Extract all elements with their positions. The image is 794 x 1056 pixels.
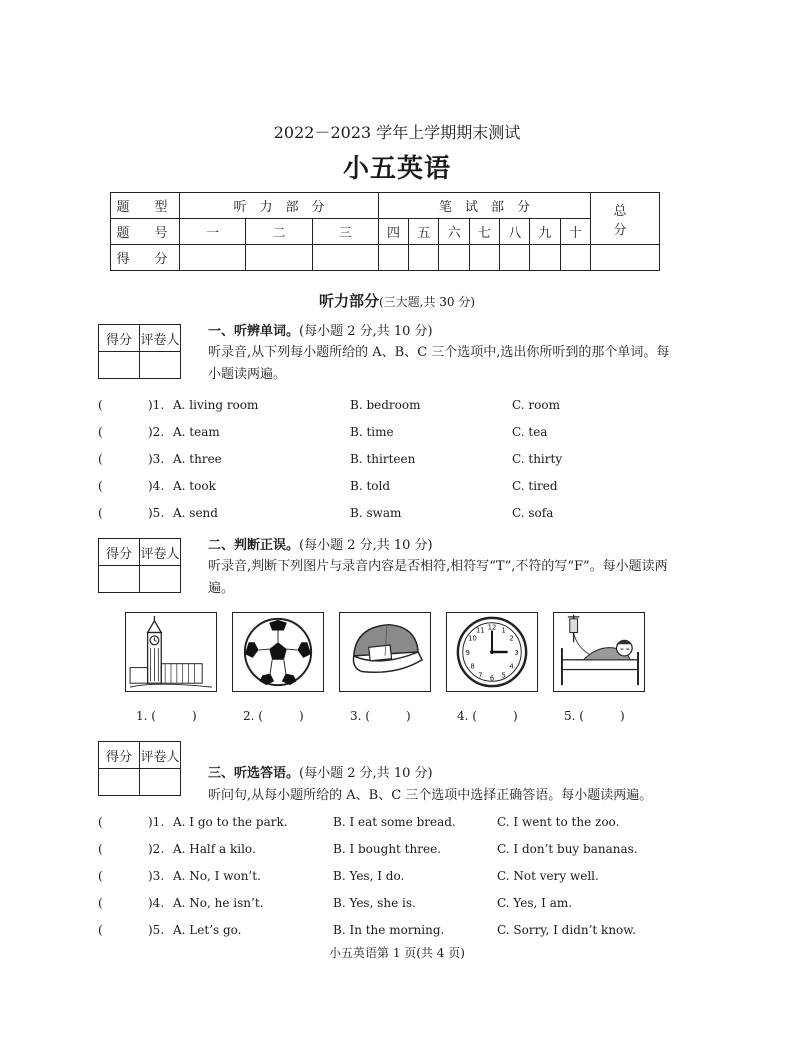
writing-header: 笔 试 部 分 — [378, 193, 590, 219]
item-number: )2. — [148, 425, 165, 439]
row-label: 题 型 — [111, 193, 180, 219]
big-ben-image — [125, 612, 217, 692]
answer-paren[interactable]: ( — [98, 506, 103, 520]
q1-instruction: 听录音,从下列每小题所给的 A、B、C 三个选项中,选出你所听到的那个单词。每小题读两遍。 — [208, 345, 670, 382]
option-a: A. I go to the park. — [173, 815, 288, 829]
question-number: 五 — [409, 219, 439, 245]
question-number: 八 — [500, 219, 530, 245]
grader-box — [98, 538, 181, 593]
section-heading — [0, 290, 794, 311]
option-c: C. Sorry, I didn’t know. — [497, 923, 636, 937]
svg-text:12: 12 — [487, 623, 497, 632]
grader-name-cell[interactable] — [140, 566, 181, 593]
question-number: 九 — [530, 219, 560, 245]
q2-instruction: 听录音,判断下列图片与录音内容是否相符,相符写“T”,不符的写“F”。每小题读两遍。 — [208, 559, 668, 596]
question-number: 六 — [439, 219, 469, 245]
grader-name-label: 评卷人 — [140, 742, 181, 769]
option-a: A. No, I won’t. — [173, 869, 261, 883]
section-title: 听力部分 — [318, 292, 379, 310]
question-number: 一 — [180, 219, 246, 245]
option-c: C. I went to the zoo. — [497, 815, 620, 829]
svg-text:5: 5 — [501, 671, 506, 680]
svg-text:9: 9 — [465, 648, 470, 657]
question-number: 十 — [560, 219, 590, 245]
picture-answer-5[interactable]: 5. ( ) — [564, 709, 625, 723]
option-b: B. thirteen — [350, 452, 416, 466]
item-number: )4. — [148, 896, 165, 910]
question-number: 三 — [312, 219, 378, 245]
exam-year-line: 2022－2023 学年上学期期末测试 — [273, 123, 521, 142]
item-number: )1. — [148, 398, 165, 412]
score-cell[interactable] — [312, 245, 378, 271]
total-score-cell[interactable] — [591, 245, 660, 271]
score-cell[interactable] — [530, 245, 560, 271]
option-a: A. Let’s go. — [173, 923, 242, 937]
answer-paren[interactable]: ( — [98, 398, 103, 412]
score-cell[interactable] — [560, 245, 590, 271]
picture-answer-3[interactable]: 3. ( ) — [350, 709, 411, 723]
score-cell[interactable] — [500, 245, 530, 271]
score-cell[interactable] — [180, 245, 246, 271]
answer-paren[interactable]: ( — [98, 869, 103, 883]
answer-paren[interactable]: ( — [98, 815, 103, 829]
option-b: B. I eat some bread. — [333, 815, 456, 829]
svg-text:1: 1 — [501, 626, 506, 635]
answer-paren[interactable]: ( — [98, 452, 103, 466]
q2-title: 二、判断正误。 — [208, 538, 300, 553]
option-a: A. three — [173, 452, 222, 466]
score-cell[interactable] — [378, 245, 408, 271]
item-number: )3. — [148, 869, 165, 883]
svg-text:2: 2 — [509, 634, 514, 643]
clock-image — [446, 612, 538, 692]
q1-note: (每小题 2 分,共 10 分) — [299, 324, 433, 339]
answer-paren[interactable]: ( — [98, 923, 103, 937]
svg-text:10: 10 — [468, 634, 477, 643]
row-label: 得 分 — [111, 245, 180, 271]
svg-text:4: 4 — [509, 662, 514, 671]
grader-name-label: 评卷人 — [140, 325, 181, 352]
section-subtitle: (三大题,共 30 分) — [378, 295, 476, 309]
q3-note: (每小题 2 分,共 10 分) — [299, 766, 433, 781]
option-b: B. told — [350, 479, 391, 493]
score-cell[interactable] — [246, 245, 312, 271]
option-a: A. No, he isn’t. — [173, 896, 264, 910]
picture-answer-2[interactable]: 2. ( ) — [243, 709, 304, 723]
score-cell[interactable] — [439, 245, 469, 271]
q2-note: (每小题 2 分,共 10 分) — [299, 538, 433, 553]
grader-score-cell[interactable] — [99, 352, 140, 379]
svg-text:11: 11 — [475, 626, 485, 635]
score-table — [110, 192, 660, 271]
option-b: B. Yes, I do. — [333, 869, 405, 883]
item-number: )3. — [148, 452, 165, 466]
option-c: C. room — [512, 398, 560, 412]
answer-paren[interactable]: ( — [98, 479, 103, 493]
total-header: 总 分 — [591, 193, 660, 245]
option-c: C. tired — [512, 479, 558, 493]
listening-header: 听 力 部 分 — [180, 193, 379, 219]
cap-image — [339, 612, 431, 692]
option-c: C. sofa — [512, 506, 554, 520]
q3-title: 三、听选答语。 — [208, 766, 300, 781]
option-b: B. bedroom — [350, 398, 421, 412]
item-number: )2. — [148, 842, 165, 856]
grader-score-cell[interactable] — [99, 769, 140, 796]
item-number: )4. — [148, 479, 165, 493]
answer-paren[interactable]: ( — [98, 842, 103, 856]
option-c: C. tea — [512, 425, 548, 439]
option-c: C. thirty — [512, 452, 563, 466]
question-number: 四 — [378, 219, 408, 245]
option-b: B. In the morning. — [333, 923, 445, 937]
grader-name-label: 评卷人 — [140, 539, 181, 566]
answer-paren[interactable]: ( — [98, 896, 103, 910]
q1-title: 一、听辨单词。 — [208, 324, 300, 339]
row-label: 题 号 — [111, 219, 180, 245]
answer-paren[interactable]: ( — [98, 425, 103, 439]
q3-instruction: 听问句,从每小题所给的 A、B、C 三个选项中选择正确答语。每小题读两遍。 — [208, 788, 653, 803]
option-a: A. team — [173, 425, 220, 439]
question-number: 二 — [246, 219, 312, 245]
grader-score-cell[interactable] — [99, 566, 140, 593]
page-footer: 小五英语第 1 页(共 4 页) — [329, 946, 465, 960]
picture-answer-4[interactable]: 4. ( ) — [457, 709, 518, 723]
picture-answer-1[interactable]: 1. ( ) — [136, 709, 197, 723]
grader-box — [98, 741, 181, 796]
question-number: 七 — [469, 219, 499, 245]
item-number: )1. — [148, 815, 165, 829]
score-cell[interactable] — [409, 245, 439, 271]
grader-name-cell[interactable] — [140, 769, 181, 796]
option-c: C. I don’t buy bananas. — [497, 842, 638, 856]
item-number: )5. — [148, 923, 165, 937]
option-b: B. Yes, she is. — [333, 896, 416, 910]
exam-title: 小五英语 — [342, 154, 451, 184]
q3-heading — [208, 762, 433, 781]
option-b: B. time — [350, 425, 394, 439]
q1-heading — [208, 320, 433, 339]
grader-score-label: 得分 — [99, 539, 140, 566]
sick-in-bed-image — [553, 612, 645, 692]
soccer-ball-image — [232, 612, 324, 692]
svg-text:3: 3 — [514, 648, 519, 657]
svg-text:8: 8 — [470, 662, 475, 671]
option-a: A. took — [173, 479, 216, 493]
grader-score-label: 得分 — [99, 325, 140, 352]
grader-name-cell[interactable] — [140, 352, 181, 379]
option-b: B. I bought three. — [333, 842, 441, 856]
svg-text:6: 6 — [489, 674, 495, 683]
item-number: )5. — [148, 506, 165, 520]
grader-score-label: 得分 — [99, 742, 140, 769]
grader-box — [98, 324, 181, 379]
option-b: B. swam — [350, 506, 402, 520]
option-a: A. send — [173, 506, 218, 520]
q2-heading — [208, 534, 433, 553]
option-a: A. Half a kilo. — [173, 842, 256, 856]
option-c: C. Yes, I am. — [497, 896, 573, 910]
option-c: C. Not very well. — [497, 869, 599, 883]
option-a: A. living room — [173, 398, 259, 412]
score-cell[interactable] — [469, 245, 499, 271]
svg-text:7: 7 — [478, 671, 483, 680]
